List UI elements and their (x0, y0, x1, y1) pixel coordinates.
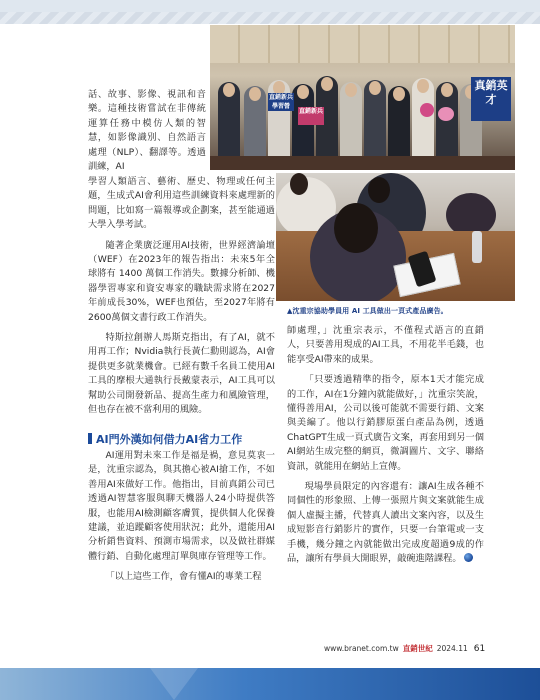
footer-date: 2024.11 (436, 644, 468, 653)
column-1-top (88, 88, 206, 180)
top-banner-strip (0, 0, 540, 24)
water-bottle (472, 231, 482, 263)
paragraph: 師處理，」沈重宗表示，不僅程式語言的直銷人，只要善用現成的AI工具，不用花半毛錢，也能享受AI帶來的成果。 (287, 325, 484, 365)
paragraph: 特斯拉創辦人馬斯克指出，有了AI，就不用再工作；Nvidia執行長黃仁勳則認為，AI會提供更多就業機會。已經有數千名員工使用AI工具的摩根大通執行長戴蒙表示，AI工具可以幫助公司開發新品、提高生產力和風險管理，但也存在被不當利用的風險。 (88, 332, 275, 416)
workshop-photo (276, 173, 515, 301)
bottom-band (0, 668, 540, 700)
heading-bar-icon (88, 433, 92, 444)
paragraph-text: 現場學員限定的內容還有：讓AI生成各種不同個性的形象照、上傳一張照片與文案就能生成個人虛擬主播，代替真人讀出文案內容，以及生成短影音行銷影片的實作，只要一台筆電或一支手機，幾分鐘之內就能做出完成度超過9成的作品，讓所有學員大開眼界，敲碗進階課程。 (287, 481, 484, 565)
paragraph: 「只要透過精準的指令，原本1天才能完成的工作，AI在1分鐘內就能做好，」沈重宗笑說，懂得善用AI，公司以後可能就不需要行銷、文案與美編了。他以行銷膠原蛋白產品為例，透過ChatGPT生成一頁式廣告文案，再套用到另一個AI網站生成完整的網頁，微調圖片、文字、聯絡資訊，就能用在網站上宣傳。 (287, 374, 484, 472)
section-heading (88, 431, 275, 447)
heart-sign-2 (438, 107, 454, 121)
paragraph: AI運用對未來工作是福是禍，意見莫衷一是，沈重宗認為，與其擔心被AI搶工作，不如善用AI來做好工作。他指出，目前真銷公司已透過AI智慧客服與聊天機器人24小時提供答服，也能用AI檢測顧客膚質，提供個人化保養建議，並追蹤顧客使用狀況；此外，還能用AI分析銷售資料、預測市場需求，以及做社群媒體行銷、自動化處理訂單與庫存管理等工作。 (88, 450, 275, 562)
paragraph: 學習人類語言、藝術、歷史、物理或任何主題，生成式AI會利用這些訓練資料來處理新的問題，比如寫一篇報導或企劃案，甚至能通過大學入學考試。 (88, 176, 275, 231)
paragraph: 話、故事、影像、視訊和音樂。這種技術嘗試在非傳統運算任務中模仿人類的智慧，如影像識別、自然語言處理（NLP）、翻譯等。透過訓練，AI (88, 89, 206, 173)
bottom-band-decoration (150, 668, 198, 700)
page-footer (324, 643, 514, 654)
column-1-bottom (88, 449, 275, 591)
photo-caption: ▲沈重宗協助學員用 AI 工具做出一頁式產品廣告。 (287, 307, 448, 315)
column-1 (88, 175, 275, 424)
paragraph: 隨著企業廣泛運用AI技術，世界經濟論壇（WEF）在2023年的報告指出：未來5年全球將有 1400 萬個工作消失。數據分析師、機器學習專家和資安專家的職缺需求將在2027年前成長30%，WEF也預估，至2027年將有2600萬個文書行政工作消失。 (88, 239, 275, 323)
end-mark-icon (464, 553, 473, 562)
photo-ceiling (210, 25, 515, 63)
group-photo (210, 25, 515, 170)
footer-brand: 直銷世紀 (402, 644, 433, 653)
heading-text: AI門外漢如何借力AI省力工作 (96, 433, 243, 446)
sign-left: 直銷新兵學習營 (268, 94, 293, 110)
photo-table (210, 156, 515, 170)
paragraph (287, 480, 484, 566)
paragraph: 「以上這些工作，會有懂AI的專業工程 (105, 571, 262, 583)
top-banner-pattern (0, 12, 540, 24)
page-number: 61 (473, 644, 486, 654)
footer-site: www.branet.com.tw (324, 644, 399, 653)
sign-mid: 直銷新兵 (298, 107, 324, 125)
sign-big: 真銷英才 (471, 77, 511, 121)
column-2 (287, 324, 484, 573)
heart-sign (420, 103, 434, 117)
